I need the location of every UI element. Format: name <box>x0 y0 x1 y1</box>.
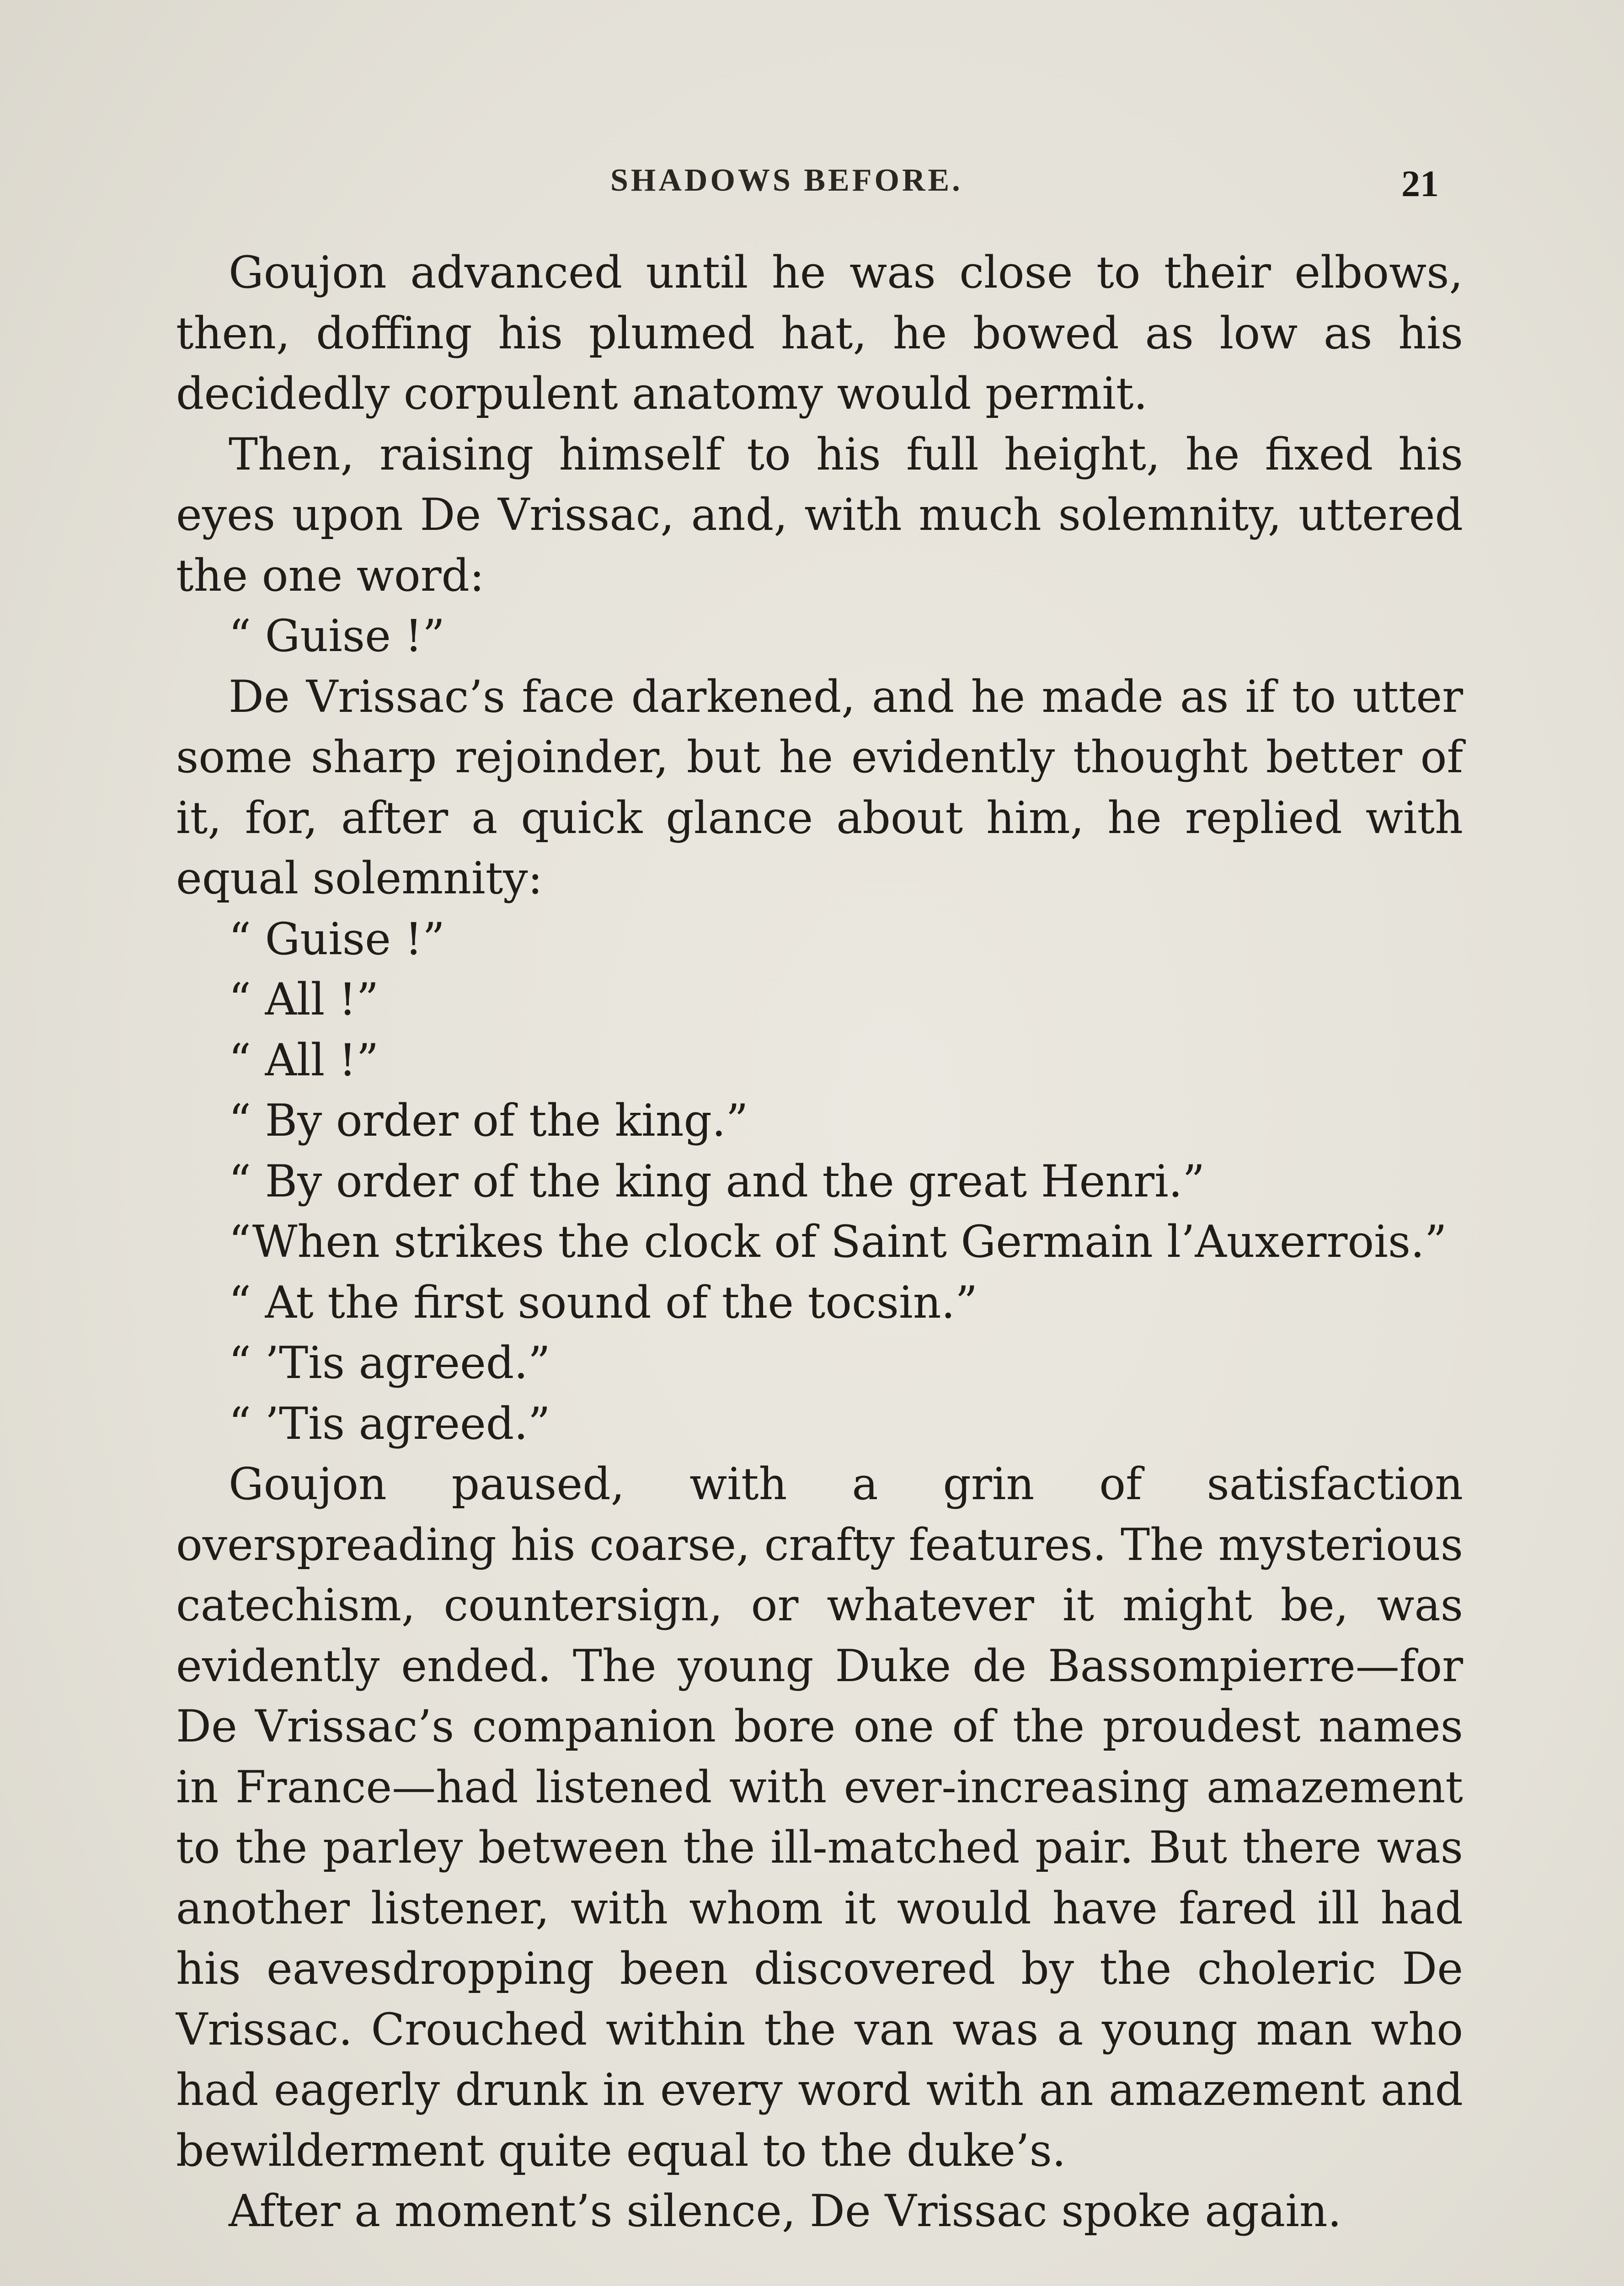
page-number: 21 <box>1401 163 1439 204</box>
dialogue-line: “ ’Tis agreed.” <box>229 1398 550 1449</box>
dialogue-line: “ By order of the king and the great Henri.” <box>229 1155 1205 1207</box>
paragraph: “When strikes the clock of Saint Germain l’Auxerrois.” <box>229 1216 1447 1267</box>
paragraph: Then, raising himself to his full height, he fixed his eyes upon De Vrissac, and, with much solemnity, uttered the one word: <box>176 428 1463 601</box>
paragraph: Goujon paused, with a grin of satisfaction overspreading his coarse, crafty features. The mysterious catechism, countersign, or whatever it might be, was evidently ended. The young Duke de Bassompierre—for De Vrissac’s companion bore one of the proudest names in France—had listened with ever-increasing amazement to the parley between the ill-matched pair. But there was another listener, with whom it would have fared ill had his eavesdropping been discovered by the choleric De Vrissac. Crouched within the van was a young man who had eagerly drunk in every word with an amazement and bewilderment quite equal to the duke’s. <box>176 1458 1463 2176</box>
paragraph: Goujon advanced until he was close to their elbows, then, doffing his plumed hat, he bowed as low as his decidedly corpulent anatomy would permit. <box>176 247 1463 419</box>
dialogue-line: “ By order of the king.” <box>229 1095 748 1146</box>
running-title: SHADOWS BEFORE. <box>610 163 963 198</box>
paragraph: After a moment’s silence, De Vrissac spoke again. <box>229 2185 1342 2237</box>
dialogue-line: “ At the first sound of the tocsin.” <box>229 1277 978 1328</box>
dialogue-line: “ ’Tis agreed.” <box>229 1337 550 1389</box>
body-text <box>176 242 1463 2242</box>
page-header <box>0 158 1624 208</box>
dialogue-line: “ Guise !” <box>229 610 445 662</box>
dialogue-line: “ All !” <box>229 1034 379 1086</box>
dialogue-line: “ Guise !” <box>229 913 445 965</box>
paragraph: De Vrissac’s face darkened, and he made as if to utter some sharp rejoinder, but he evidently thought better of it, for, after a quick glance about him, he replied with equal solemnity: <box>176 671 1463 904</box>
dialogue-line: “ All !” <box>229 974 379 1025</box>
